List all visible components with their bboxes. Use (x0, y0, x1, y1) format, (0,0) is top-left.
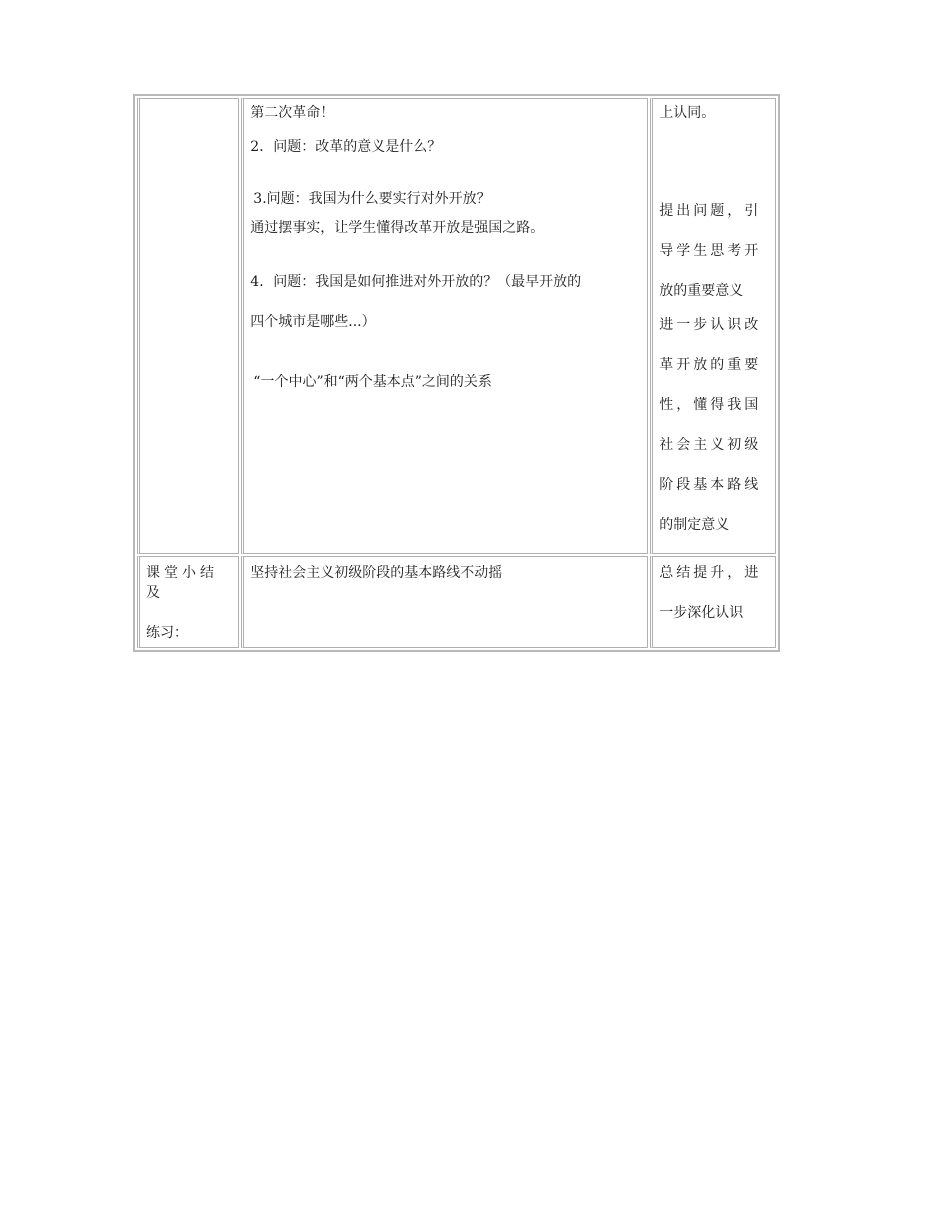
note-line: 放的重要意义 (659, 283, 744, 299)
table-row (137, 98, 776, 554)
content-cell (241, 98, 648, 554)
row-label-cell (137, 98, 239, 554)
content-line: 通过摆事实，让学生懂得改革开放是强国之路。 (250, 220, 545, 236)
content-line: 3.问题：我国为什么要实行对外开放？ (253, 191, 491, 207)
note-line: 导学生思考开 (659, 243, 762, 259)
notes-cell (650, 98, 776, 554)
note-line: 进一步认识改 (659, 317, 762, 333)
note-line: 上认同。 (659, 105, 716, 121)
note-line: 的制定意义 (659, 517, 730, 533)
note-line: 阶段基本路线 (659, 477, 762, 493)
notes-cell (650, 556, 776, 648)
table-row (137, 556, 776, 648)
note-line: 提出问题，引 (659, 203, 762, 219)
row-label-cell (137, 556, 239, 648)
note-line: 一步深化认识 (659, 605, 744, 621)
note-line: 性，懂得我国 (659, 397, 762, 413)
content-line: 第二次革命！ (250, 105, 335, 121)
note-line: 社会主义初级 (659, 437, 762, 453)
row-label: 课堂小结及 (146, 565, 218, 601)
content-line: 2．问题：改革的意义是什么？ (250, 139, 442, 155)
lesson-plan-table (133, 94, 780, 652)
content-line: “一个中心”和“两个基本点”之间的关系 (253, 374, 492, 390)
content-line: 坚持社会主义初级阶段的基本路线不动摇 (250, 565, 503, 581)
content-line: 4．问题：我国是如何推进对外开放的？（最早开放的 (250, 274, 582, 290)
row-label: 练习： (146, 625, 188, 641)
note-line: 革开放的重要 (659, 357, 762, 373)
content-line: 四个城市是哪些...） (250, 314, 376, 330)
note-line: 总结提升，进 (659, 565, 762, 581)
content-cell (241, 556, 648, 648)
